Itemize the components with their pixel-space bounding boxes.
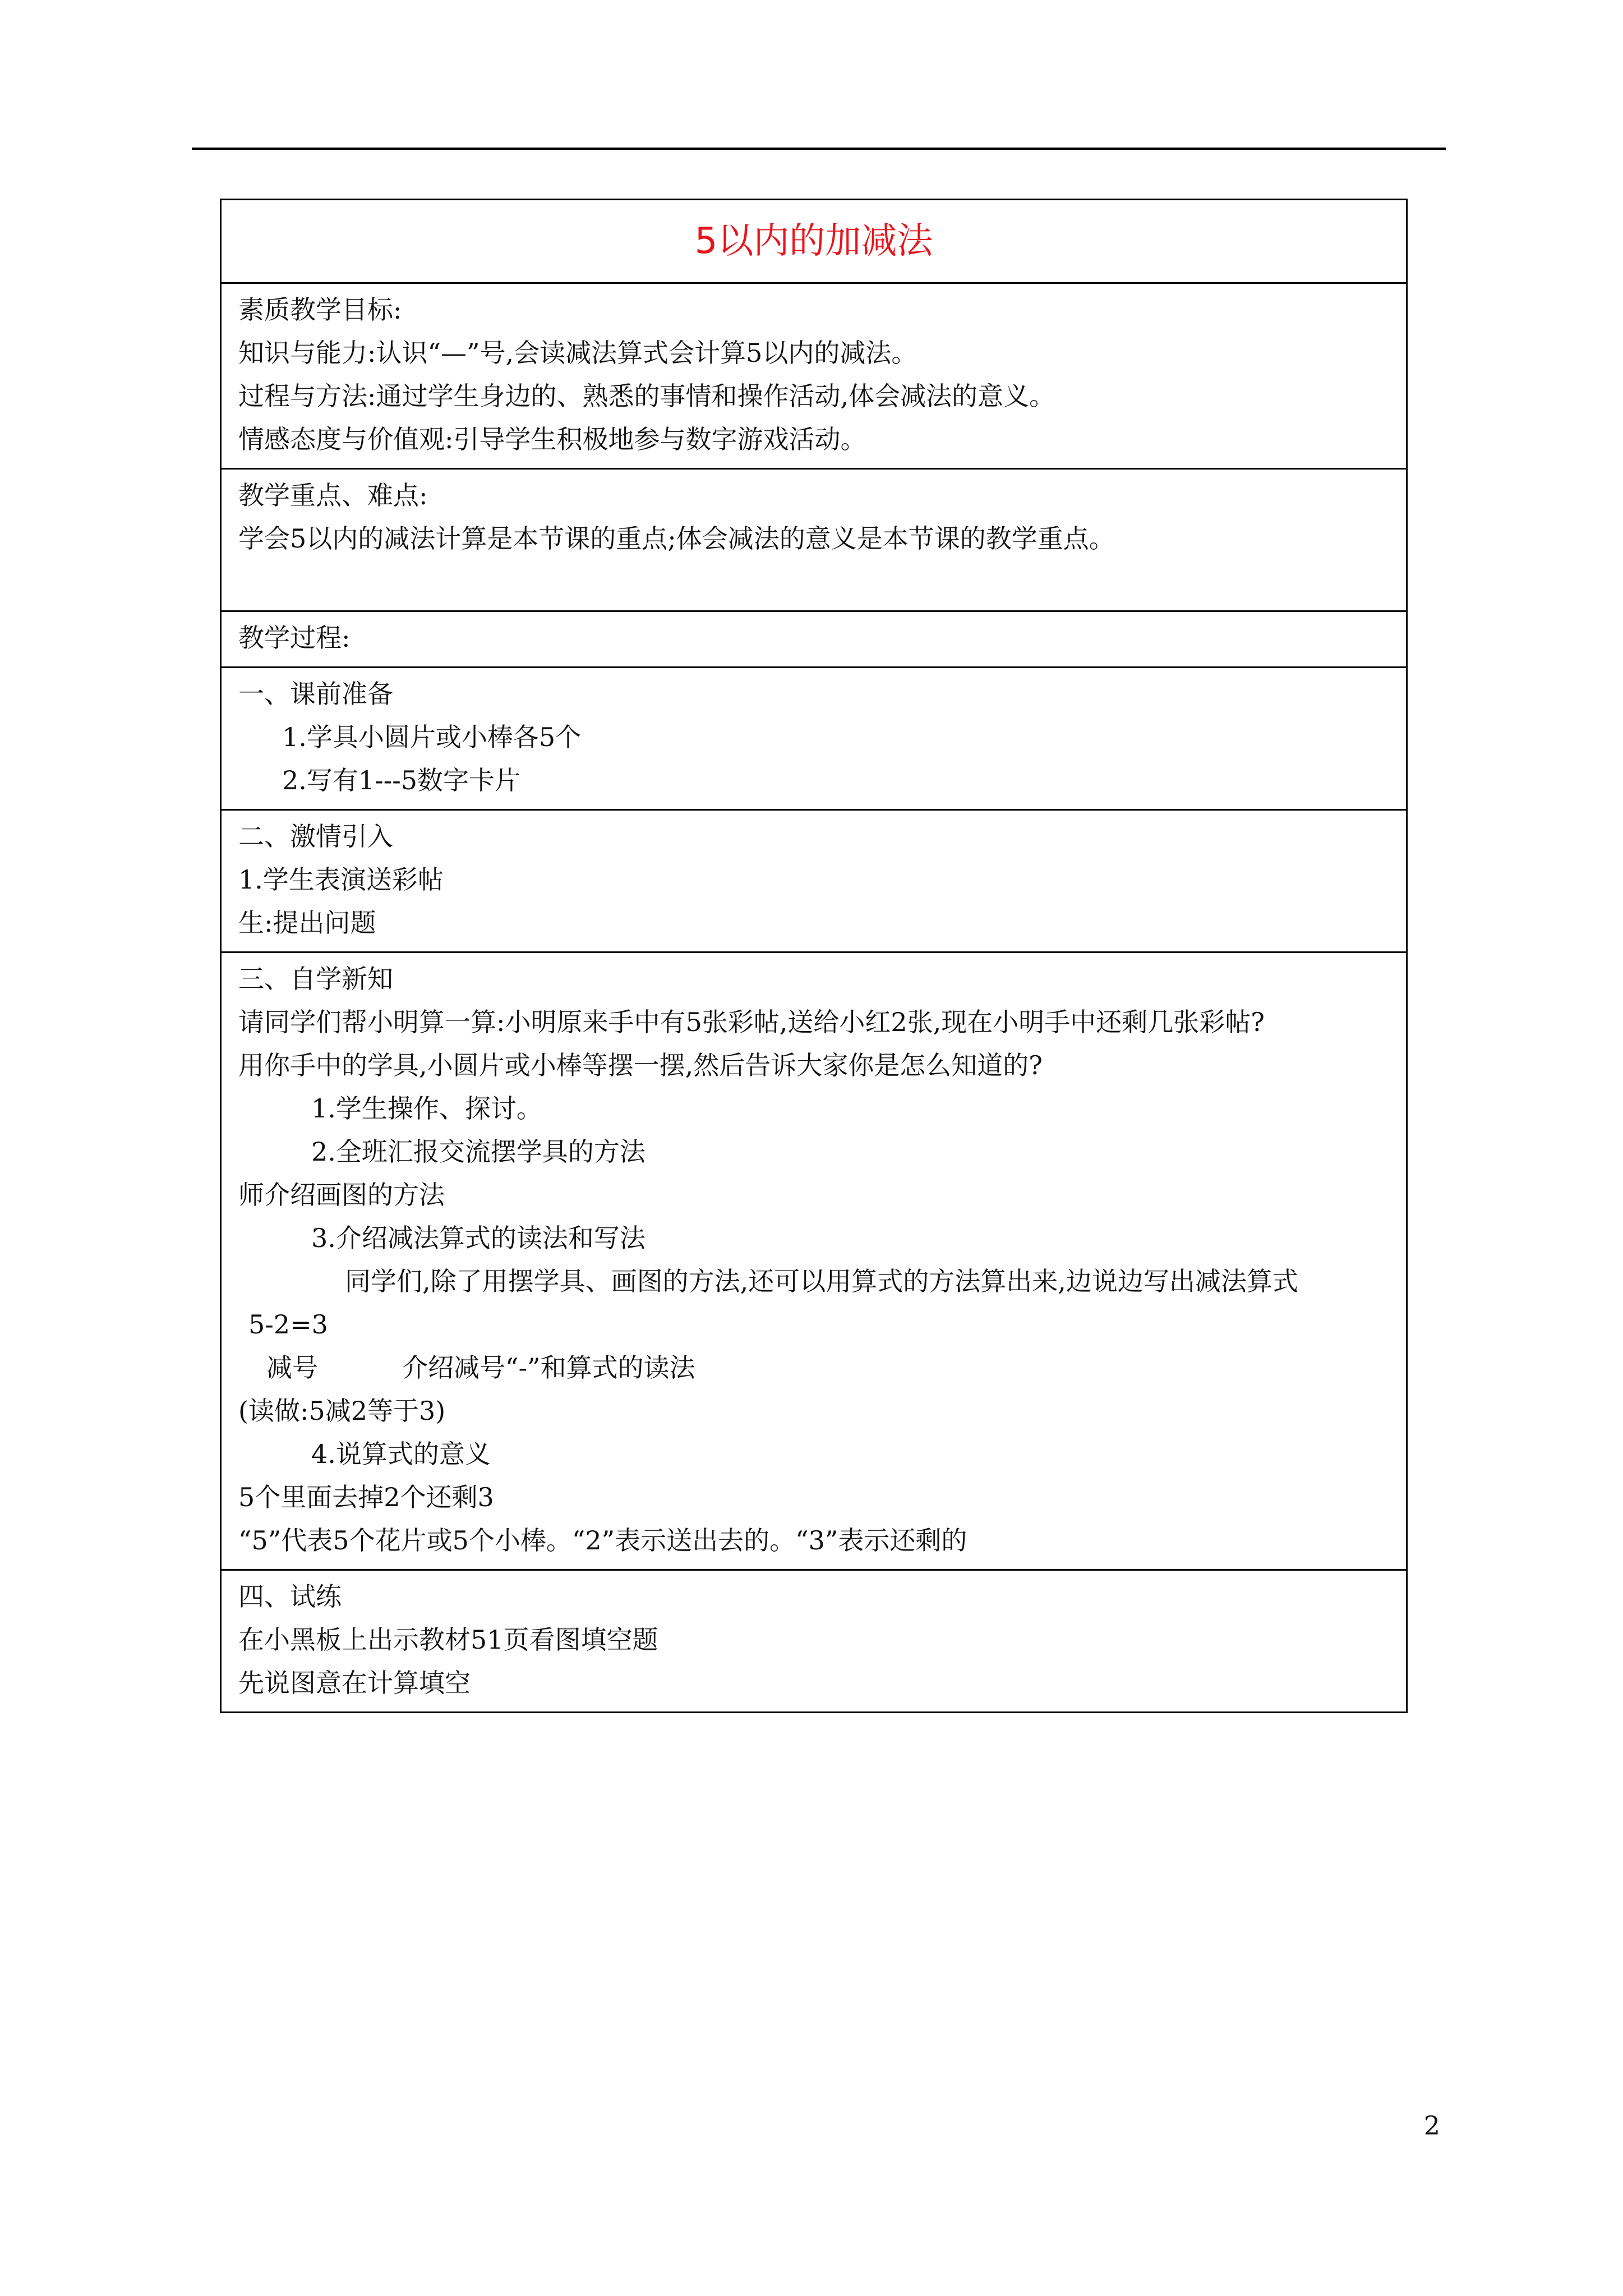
minus-intro: 介绍减号“-”和算式的读法 — [402, 1352, 695, 1383]
process-heading: 教学过程: — [238, 623, 351, 653]
list-item: 1.学具小圆片或小棒各5个 — [282, 722, 582, 752]
objective-attitude: 情感态度与价值观:引导学生积极地参与数字游戏活动。 — [238, 424, 866, 454]
question-text: 请同学们帮小明算一算:小明原来手中有5张彩帖,送给小红2张,现在小明手中还剩几张彩帖? — [238, 1007, 1265, 1037]
document-title: 5以内的加减法 — [694, 220, 933, 262]
section-practice-cell — [221, 1570, 1407, 1713]
process-heading-cell — [221, 611, 1407, 668]
objectives-heading: 素质教学目标: — [238, 295, 402, 325]
teacher-note: 师介绍画图的方法 — [238, 1180, 445, 1210]
section-practice-row — [221, 1570, 1407, 1713]
section-intro-row — [221, 810, 1407, 953]
lesson-plan-table — [220, 199, 1408, 1713]
list-item: 1.学生表演送彩帖 — [238, 864, 444, 895]
objective-knowledge: 知识与能力:认识“—”号,会读减法算式会计算5以内的减法。 — [238, 338, 917, 368]
section-self-study-row — [221, 953, 1407, 1570]
objectives-cell — [221, 283, 1407, 469]
step-3: 3.介绍减法算式的读法和写法 — [311, 1223, 645, 1253]
process-heading-row — [221, 611, 1407, 668]
section-self-study-heading: 三、自学新知 — [238, 964, 393, 994]
equation: 5-2=3 — [248, 1309, 328, 1340]
header-rule — [192, 148, 1446, 150]
section-practice-heading: 四、试练 — [238, 1581, 342, 1612]
list-item: 生:提出问题 — [238, 908, 376, 938]
reading-text: (读做:5减2等于3) — [238, 1396, 446, 1426]
key-points-heading: 教学重点、难点: — [238, 480, 428, 510]
section-intro-heading: 二、激情引入 — [238, 821, 393, 852]
section-prep-heading: 一、课前准备 — [238, 679, 393, 709]
section-intro-cell — [221, 810, 1407, 953]
objectives-row — [221, 283, 1407, 469]
title-cell — [221, 200, 1407, 283]
minus-line — [238, 1346, 1389, 1389]
title-row — [221, 200, 1407, 283]
section-self-study-cell — [221, 953, 1407, 1570]
page-number: 2 — [1423, 2110, 1440, 2141]
step-4: 4.说算式的意义 — [311, 1439, 491, 1469]
key-points-text: 学会5以内的减法计算是本节课的重点;体会减法的意义是本节课的教学重点。 — [238, 523, 1115, 554]
step-1: 1.学生操作、探讨。 — [311, 1093, 542, 1124]
key-points-cell — [221, 469, 1407, 611]
list-item: 在小黑板上出示教材51页看图填空题 — [238, 1625, 658, 1655]
spacer — [238, 560, 1389, 604]
list-item: 2.写有1---5数字卡片 — [282, 765, 521, 795]
section-prep-cell — [221, 668, 1407, 810]
objective-process: 过程与方法:通过学生身边的、熟悉的事情和操作活动,体会减法的意义。 — [238, 381, 1055, 411]
list-item: 先说图意在计算填空 — [238, 1668, 471, 1698]
minus-label: 减号 — [266, 1352, 318, 1383]
explain-text: 同学们,除了用摆学具、画图的方法,还可以用算式的方法算出来,边说边写出减法算式 — [345, 1266, 1298, 1296]
key-points-row — [221, 469, 1407, 611]
prompt-text: 用你手中的学具,小圆片或小棒等摆一摆,然后告诉大家你是怎么知道的? — [238, 1050, 1043, 1080]
meaning-1: 5个里面去掉2个还剩3 — [238, 1482, 494, 1512]
meaning-2: “5”代表5个花片或5个小棒。“2”表示送出去的。“3”表示还剩的 — [238, 1525, 967, 1556]
section-prep-row — [221, 668, 1407, 810]
step-2: 2.全班汇报交流摆学具的方法 — [311, 1137, 645, 1167]
